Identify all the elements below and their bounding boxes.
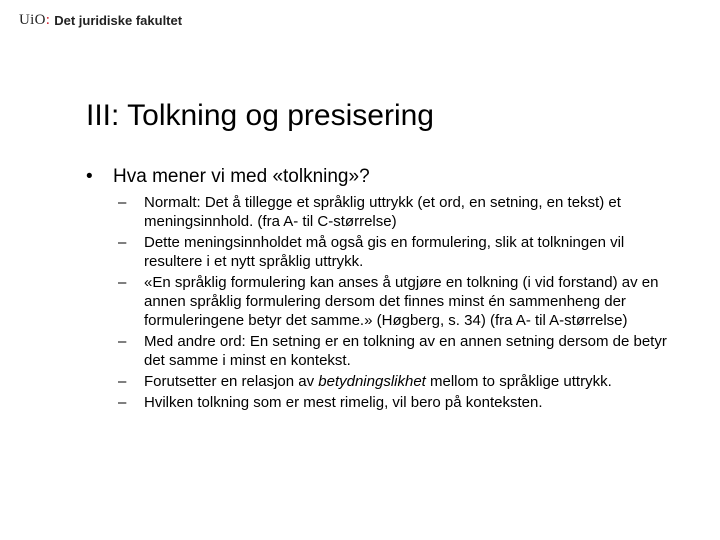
main-bullet	[86, 164, 686, 190]
uio-logo-dot: :	[45, 11, 51, 28]
dash-marker: –	[118, 373, 127, 390]
sub-item-text: Normalt: Det å tillegge et språklig uttrykk (et ord, en setning, en tekst) et meningsinnhold. (fra A- til C-størrelse)	[144, 194, 621, 230]
dash-marker: –	[118, 194, 127, 211]
slide-title: III: Tolkning og presisering	[86, 99, 434, 132]
sub-item	[118, 332, 678, 370]
sub-item-text: «En språklig formulering kan anses å utgjøre en tolkning (i vid forstand) av en annen språklig formulering dersom det finnes minst én sammenheng der formuleringene betyr det samme.» (Høgberg, s. 34) (fra A- til A-størrelse)	[144, 274, 659, 329]
bullet-marker: •	[86, 166, 93, 187]
dash-marker: –	[118, 333, 127, 350]
sub-item	[118, 273, 678, 330]
dash-marker: –	[118, 394, 127, 411]
sub-item-text: Dette meningsinnholdet må også gis en formulering, slik at tolkningen vil resultere i et nytt språklig uttrykk.	[144, 234, 625, 270]
sub-item	[118, 393, 678, 412]
dash-marker: –	[118, 234, 127, 251]
sub-item-text: Hvilken tolkning som er mest rimelig, vil bero på konteksten.	[144, 394, 543, 411]
sub-item-text: Forutsetter en relasjon av betydningslikhet mellom to språklige uttrykk.	[144, 373, 612, 390]
uio-logo[interactable]: UiO:	[19, 11, 51, 28]
sub-list	[118, 193, 678, 412]
faculty-name: Det juridiske fakultet	[54, 12, 183, 28]
slide-content	[86, 164, 686, 414]
main-bullet-text: Hva mener vi med «tolkning»?	[113, 166, 370, 187]
dash-marker: –	[118, 274, 127, 291]
header	[19, 10, 182, 30]
sub-item	[118, 233, 678, 271]
sub-item-text: Med andre ord: En setning er en tolkning av en annen setning dersom de betyr det samme i minst en kontekst.	[144, 333, 667, 369]
sub-item	[118, 372, 678, 391]
emphasis-text: betydningslikhet	[318, 373, 426, 390]
sub-item	[118, 193, 678, 231]
